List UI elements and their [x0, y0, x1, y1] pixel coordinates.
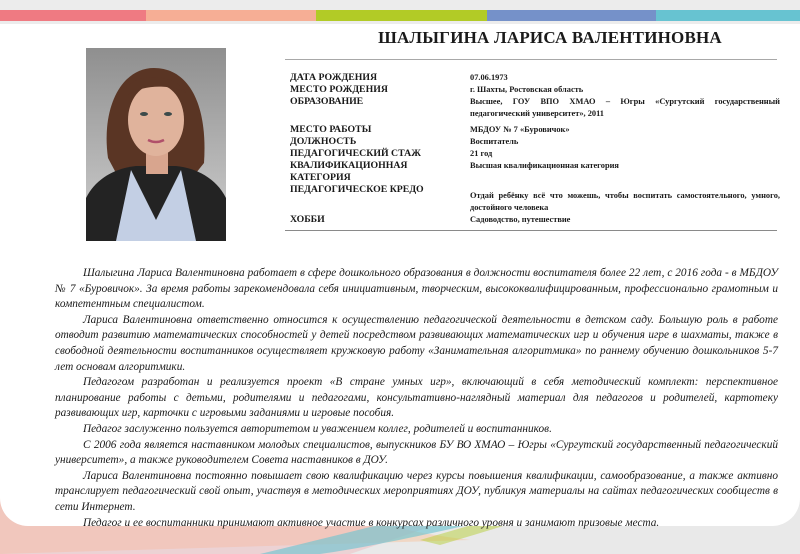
info-row-qualification: [290, 160, 780, 184]
info-label: МЕСТО РОЖДЕНИЯ: [290, 84, 388, 95]
info-row-credo: [290, 184, 780, 214]
info-label: ПЕДАГОГИЧЕСКОЕ КРЕДО: [290, 184, 424, 195]
info-label: КВАЛИФИКАЦИОННАЯ КАТЕГОРИЯ: [290, 160, 408, 183]
info-row-workplace: [290, 124, 780, 136]
bio-paragraph: Педагог заслуженно пользуется авторитетом и уважением коллег, родителей и воспитанников.: [83, 422, 552, 435]
info-value: Воспитатель: [470, 137, 519, 146]
info-row-birth-date: [290, 72, 780, 84]
info-label: ПЕДАГОГИЧЕСКИЙ СТАЖ: [290, 148, 421, 159]
profile-info-table: [290, 72, 780, 226]
info-row-birth-place: [290, 84, 780, 96]
info-label: ДОЛЖНОСТЬ: [290, 136, 357, 147]
info-value: 07.06.1973: [470, 73, 508, 82]
info-row-hobby: [290, 214, 780, 226]
info-label: МЕСТО РАБОТЫ: [290, 124, 372, 135]
info-row-education: [290, 96, 780, 120]
bio-paragraph: Лариса Валентиновна ответственно относится к осуществлению педагогической деятельности в детском саду. Большую роль в работе отводит развитию математических способностей у детей посредством развивающих математических игр и обучения игре в шахматы, также в свободной деятельности воспитанников осуществляет кружковую работу «Занимательная алгоритмика» по раннему обучению дошкольников 5-7 лет основам алгоритмики.: [55, 313, 778, 373]
info-row-experience: [290, 148, 780, 160]
portrait-image: [86, 48, 226, 241]
info-value: Садоводство, путешествие: [470, 215, 571, 224]
biography-text: [55, 266, 778, 531]
portrait-photo: [86, 48, 226, 241]
title-divider: [285, 59, 777, 60]
info-value: МБДОУ № 7 «Буровичок»: [470, 125, 570, 134]
bio-paragraph: Лариса Валентиновна постоянно повышает свою квалификацию через курсы повышения квалификации, самообразование, а также активно транслирует педагогический свой опыт, участвуя в методических мероприятиях ДОУ, публикуя материалы на сайтах педагогических сообществ в сети Интернет.: [55, 469, 778, 513]
stripe-segment-blue: [487, 10, 656, 21]
info-value: Высшее, ГОУ ВПО ХМАО – Югры «Сургутский государственный педагогический университет», 2011: [470, 97, 780, 118]
top-color-stripe: [0, 10, 800, 21]
bio-paragraph: Педагогом разработан и реализуется проект «В стране умных игр», включающий в себя методический комплект: перспективное планирование работы с детьми, родителями и педагогами, консультативно-наглядный материал для педагогов и родителей, картотеку развивающих игр, карточки с игровыми заданиями и игровые пособия.: [55, 376, 778, 420]
stripe-segment-pink: [0, 10, 146, 21]
info-value: Отдай ребёнку всё что можешь, чтобы воспитать самостоятельного, умного, достойного человека: [470, 191, 780, 212]
info-label: ОБРАЗОВАНИЕ: [290, 96, 364, 107]
info-row-position: [290, 136, 780, 148]
bio-paragraph: Педагог и ее воспитанники принимают активное участие в конкурсах различного уровня и занимают призовые места.: [83, 516, 660, 529]
stripe-segment-green: [316, 10, 487, 21]
info-value: г. Шахты, Ростовская область: [470, 85, 584, 94]
stripe-segment-teal: [656, 10, 800, 21]
page-title: ШАЛЫГИНА ЛАРИСА ВАЛЕНТИНОВНА: [378, 28, 722, 47]
info-label: ДАТА РОЖДЕНИЯ: [290, 72, 378, 83]
info-value: Высшая квалификационная категория: [470, 161, 619, 170]
info-label: ХОББИ: [290, 214, 325, 225]
info-table-divider: [285, 230, 777, 231]
info-value: 21 год: [470, 149, 493, 158]
stripe-segment-peach: [146, 10, 316, 21]
bio-paragraph: Шалыгина Лариса Валентиновна работает в сфере дошкольного образования в должности воспитателя более 22 лет, с 2016 года - в МБДОУ № 7 «Буровичок». За время работы зарекомендовала себя инициативным, творческим, высококвалифицированным, профессионально грамотным и компетентным специалистом.: [55, 267, 778, 311]
bio-paragraph: С 2006 года является наставником молодых специалистов, выпускников БУ ВО ХМАО – Югры «Сургутский государственный педагогический университет», а также руководителем Совета наставников в ДОУ.: [55, 438, 778, 467]
